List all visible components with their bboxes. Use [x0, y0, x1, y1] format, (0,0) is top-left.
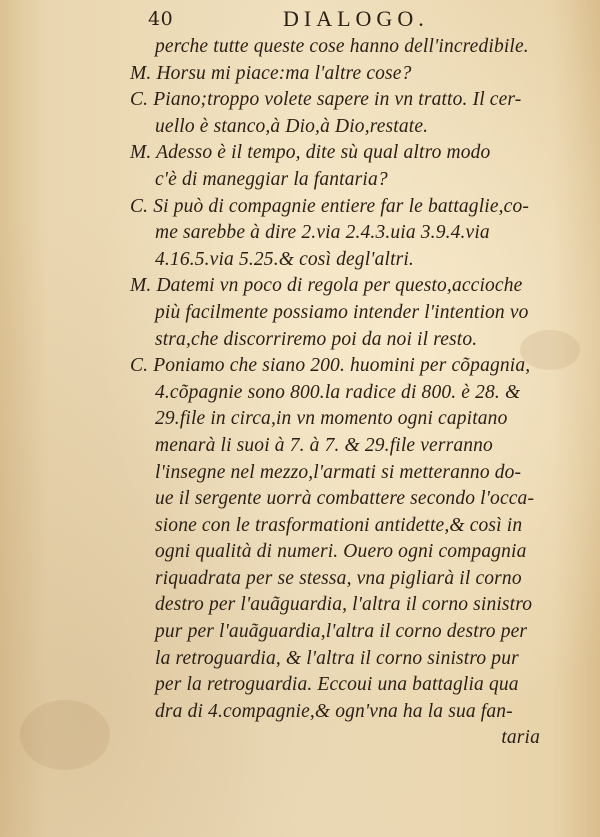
text-line: ogni qualità di numeri. Ouero ogni compagnia — [155, 541, 527, 563]
text-line: menarà li suoi à 7. à 7. & 29.file verranno — [155, 434, 493, 456]
text-line: ue il sergente uorrà combattere secondo l'occa- — [155, 488, 535, 510]
paper-stain — [20, 700, 110, 770]
text-line: stra,che discorriremo poi da noi il resto. — [155, 328, 478, 350]
text-line: perche tutte queste cose hanno dell'incredibile. — [155, 36, 529, 57]
text-line: riquadrata per se stessa, vna pigliarà il corno — [155, 567, 522, 589]
text-line: C. Si può di compagnie entiere far le battaglie,co- — [130, 195, 530, 217]
text-line: destro per l'auãguardia, l'altra il corno sinistro — [155, 594, 533, 616]
dialogue-text — [130, 34, 580, 752]
page-header — [148, 6, 578, 36]
text-line: per la retroguardia. Eccoui una battaglia qua — [155, 674, 519, 696]
text-line: la retroguardia, & l'altra il corno sinistro pur — [155, 647, 519, 669]
running-head: DIALOGO. — [283, 6, 429, 31]
text-line: M. Datemi vn poco di regola per questo,accioche — [130, 275, 523, 297]
text-line: sione con le trasformationi antidette,& così in — [155, 514, 523, 536]
text-line: 4.cõpagnie sono 800.la radice di 800. è 28. & — [155, 381, 521, 403]
text-line: taria — [501, 727, 540, 749]
text-line: 29.file in circa,in vn momento ogni capitano — [155, 408, 508, 430]
text-line: più facilmente possiamo intender l'intention vo — [155, 301, 529, 323]
text-line: M. Horsu mi piace:ma l'altre cose? — [130, 62, 412, 84]
text-line: me sarebbe à dire 2.via 2.4.3.uia 3.9.4.via — [155, 222, 490, 244]
text-line: pur per l'auãguardia,l'altra il corno destro per — [155, 621, 528, 643]
text-line: c'è di maneggiar la fantaria? — [155, 168, 388, 190]
text-line: l'insegne nel mezzo,l'armati si metteranno do- — [155, 461, 522, 483]
page-number: 40 — [148, 8, 174, 30]
text-line: 4.16.5.via 5.25.& così degl'altri. — [155, 248, 414, 270]
text-line: uello è stanco,à Dio,à Dio,restate. — [155, 115, 429, 137]
text-line: M. Adesso è il tempo, dite sù qual altro modo — [130, 142, 491, 164]
text-line: C. Poniamo che siano 200. huomini per cõpagnia, — [130, 355, 531, 377]
text-line: dra di 4.compagnie,& ogn'vna ha la sua fan- — [155, 700, 513, 722]
text-line: C. Piano;troppo volete sapere in vn tratto. Il cer- — [130, 89, 522, 111]
